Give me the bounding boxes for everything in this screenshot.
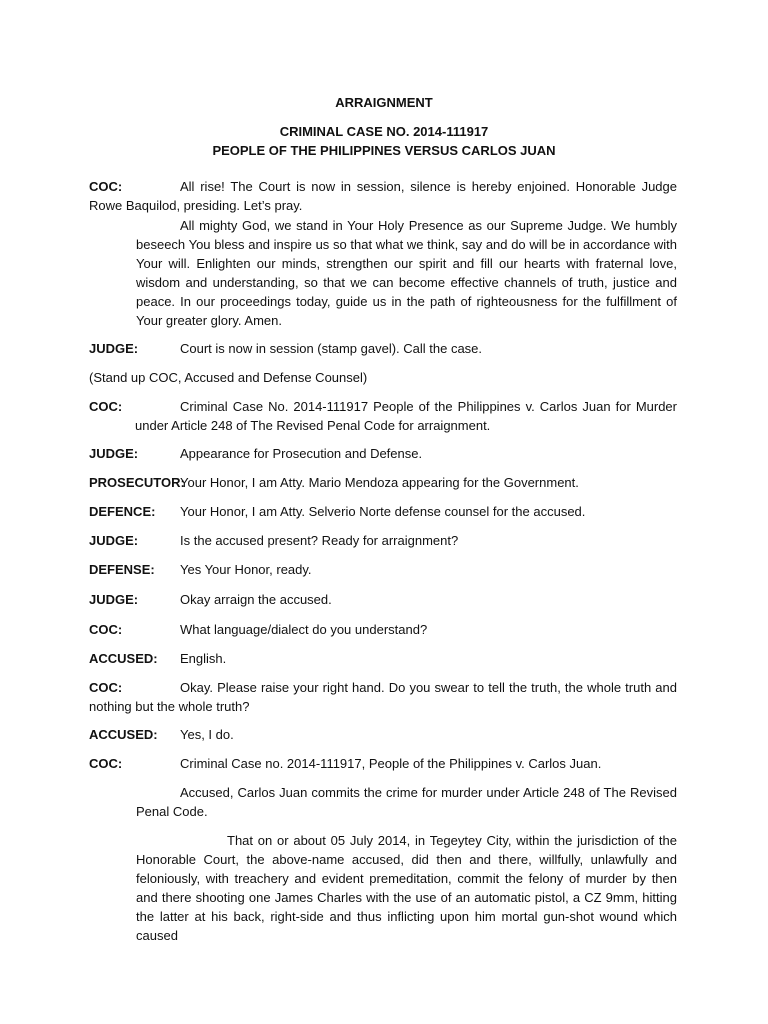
transcript-entry: [89, 560, 677, 579]
speaker-label: COC:: [89, 399, 123, 414]
prayer-paragraph: [136, 216, 677, 330]
speech-text: Okay arraign the accused.: [180, 592, 332, 607]
transcript-entry: [89, 754, 677, 773]
transcript-entry: [89, 444, 677, 463]
speech-text: Is the accused present? Ready for arraignment?: [180, 533, 459, 548]
stage-direction: (Stand up COC, Accused and Defense Counsel): [89, 370, 368, 385]
transcript-entry: [89, 473, 677, 492]
speaker-label: COC:: [89, 680, 123, 695]
case-title: PEOPLE OF THE PHILIPPINES VERSUS CARLOS JUAN: [212, 143, 556, 158]
speech-text: Appearance for Prosecution and Defense.: [180, 446, 423, 461]
speech-text: Accused, Carlos Juan commits the crime for murder under Article 248 of The Revised Penal Code.: [136, 785, 677, 819]
speaker-label: COC:: [89, 756, 123, 771]
speech-text: Yes Your Honor, ready.: [180, 562, 312, 577]
speaker-label: COC:: [89, 179, 123, 194]
speaker-label: PROSECUTOR:: [89, 475, 185, 490]
speaker-label: ACCUSED:: [89, 727, 158, 742]
transcript-entry: [89, 725, 677, 744]
speaker-label: JUDGE:: [89, 341, 139, 356]
transcript-entry: [89, 620, 677, 639]
speaker-label: JUDGE:: [89, 446, 139, 461]
speech-text: English.: [180, 651, 227, 666]
speech-text: Yes, I do.: [180, 727, 234, 742]
charge-paragraph: [136, 783, 677, 821]
speech-text: That on or about 05 July 2014, in Tegeytey City, within the jurisdiction of the Honorable Court, the above-name accused, did then and there, willfully, unlawfully and feloniously, with treachery and evident premeditation, commit the felony of murder by then and there shooting one James Charles with the use of an automatic pistol, a CZ 9mm, hitting the latter at his back, right-side and thus inflicting upon him mortal gun-shot wound which caused: [136, 833, 677, 943]
transcript-entry: [89, 339, 677, 358]
transcript-entry: [89, 649, 677, 668]
speech-text: Your Honor, I am Atty. Mario Mendoza appearing for the Government.: [180, 475, 579, 490]
transcript-entry: [89, 502, 677, 521]
speech-text: Criminal Case No. 2014-111917 People of the Philippines v. Carlos Juan for Murder under Article 248 of The Revised Penal Code for arraignment.: [135, 399, 677, 433]
transcript-entry: [89, 397, 677, 435]
speaker-label: JUDGE:: [89, 533, 139, 548]
speech-text: Court is now in session (stamp gavel). Call the case.: [180, 341, 483, 356]
speech-text: All rise! The Court is now in session, silence is hereby enjoined. Honorable Judge Rowe Baquilod, presiding. Let’s pray.: [89, 179, 677, 213]
speaker-label: DEFENCE:: [89, 504, 156, 519]
speaker-label: DEFENSE:: [89, 562, 155, 577]
speaker-label: COC:: [89, 622, 123, 637]
speaker-label: ACCUSED:: [89, 651, 158, 666]
speech-text: All mighty God, we stand in Your Holy Presence as our Supreme Judge. We humbly beseech You bless and inspire us so that what we think, say and do will be in accordance with Your will. Enlighten our minds, strengthen our spirit and fill our hearts with fraternal love, wisdom and understanding, so that we can become effective channels of truth, justice and peace. In our proceedings today, guide us in the path of righteousness for the fulfillment of Your greater glory. Amen.: [136, 218, 677, 328]
speech-text: Your Honor, I am Atty. Selverio Norte defense counsel for the accused.: [180, 504, 586, 519]
transcript-entry: [89, 531, 677, 550]
speaker-label: JUDGE:: [89, 592, 139, 607]
document-title: ARRAIGNMENT: [335, 95, 433, 110]
speech-text: Criminal Case no. 2014-111917, People of the Philippines v. Carlos Juan.: [180, 756, 602, 771]
speech-text: Okay. Please raise your right hand. Do you swear to tell the truth, the whole truth and nothing but the whole truth?: [89, 680, 677, 714]
case-number: CRIMINAL CASE NO. 2014-111917: [279, 124, 489, 139]
speech-text: What language/dialect do you understand?: [180, 622, 428, 637]
information-paragraph: [136, 831, 677, 945]
transcript-entry: [89, 678, 677, 716]
transcript-entry: [89, 177, 677, 215]
transcript-entry: [89, 590, 677, 609]
